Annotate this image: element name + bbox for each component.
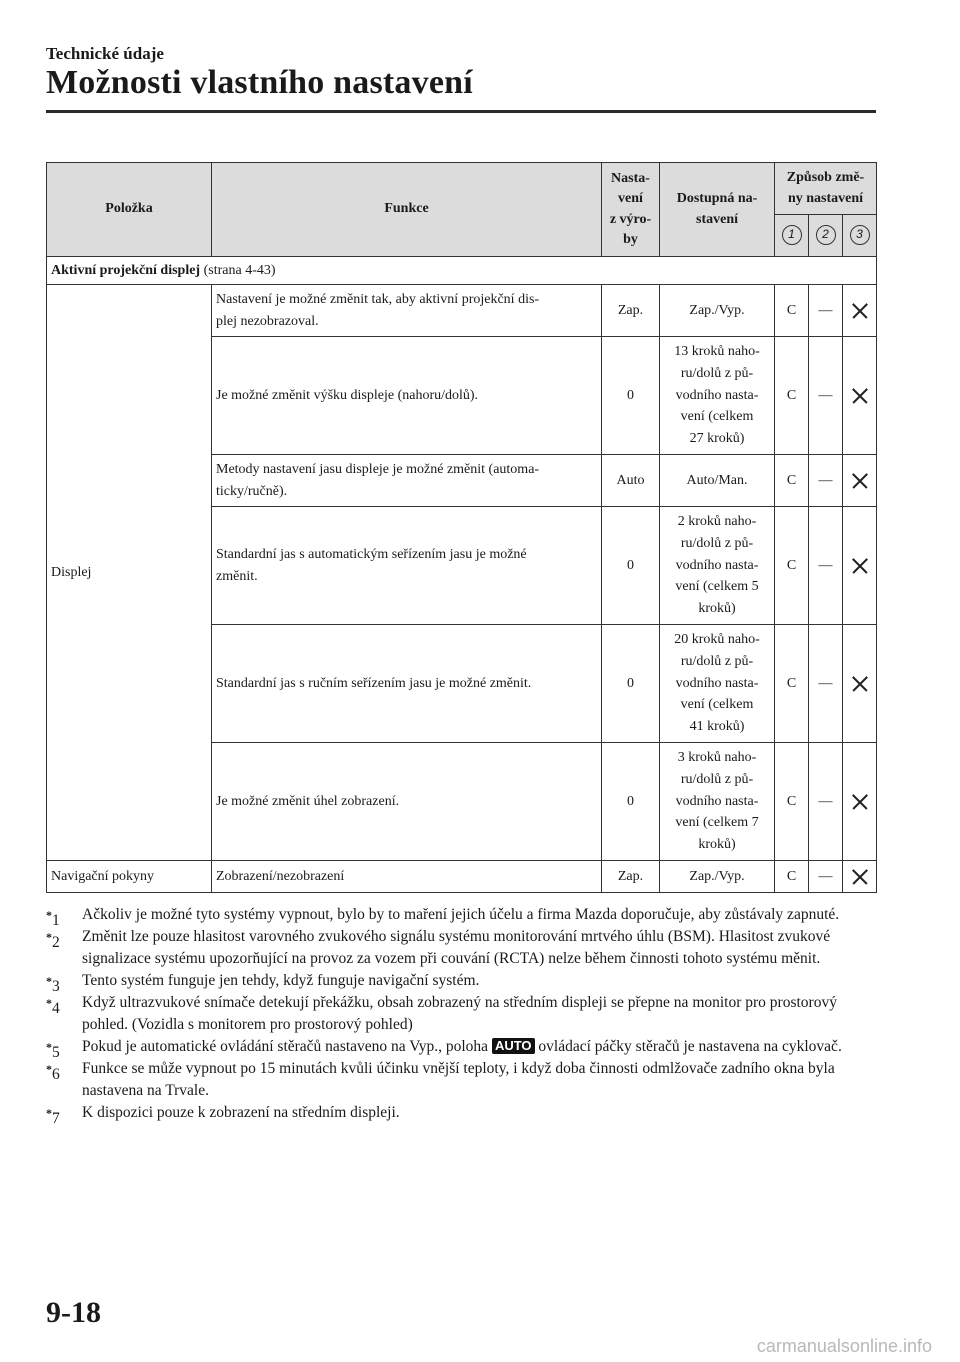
table-row bbox=[47, 285, 877, 337]
footnote-text: Ačkoliv je možné tyto systémy vypnout, bylo by to maření jejich účelu a firma Mazda doporučuje, aby zůstávaly zapnuté. bbox=[82, 906, 840, 923]
header-method-2: 2 bbox=[809, 215, 843, 257]
footnote-text: K dispozici pouze k zobrazení na středním displeji. bbox=[82, 1104, 400, 1121]
row-vychozi: 0 bbox=[602, 625, 660, 743]
header-dostupna: Dostupná na- stavení bbox=[660, 163, 775, 257]
footnote-mark: *4 bbox=[46, 996, 60, 1018]
row-method-2: — bbox=[809, 743, 843, 861]
row-funkce: Standardní jas s ručním seřízením jasu je možné změnit. bbox=[212, 625, 602, 743]
page-number: 9-18 bbox=[46, 1296, 101, 1329]
row-funkce: Zobrazení/nezobrazení bbox=[212, 861, 602, 893]
row-method-3 bbox=[843, 861, 877, 893]
row-polozka: Navigační pokyny bbox=[47, 861, 212, 893]
row-funkce: Nastavení je možné změnit tak, aby aktivní projekční dis- plej nezobrazoval. bbox=[212, 285, 602, 337]
watermark: carmanualsonline.info bbox=[756, 1336, 932, 1356]
footnote-mark: *1 bbox=[46, 908, 60, 930]
section-title: Aktivní projekční displej bbox=[51, 262, 201, 278]
cross-icon bbox=[851, 302, 869, 320]
table-row bbox=[47, 861, 877, 893]
cross-icon bbox=[851, 793, 869, 811]
footnote bbox=[46, 926, 886, 970]
row-funkce: Je možné změnit úhel zobrazení. bbox=[212, 743, 602, 861]
row-funkce: Je možné změnit výšku displeje (nahoru/dolů). bbox=[212, 337, 602, 455]
footnote-text: Pokud je automatické ovládání stěračů nastaveno na Vyp., poloha AUTO ovládací páčky stěračů je nastavena na cyklovač. bbox=[82, 1038, 842, 1055]
row-method-1: C bbox=[775, 337, 809, 455]
row-method-1: C bbox=[775, 743, 809, 861]
row-method-3 bbox=[843, 455, 877, 507]
footnote-mark: *2 bbox=[46, 930, 60, 952]
header-polozka: Položka bbox=[47, 163, 212, 257]
row-method-2: — bbox=[809, 861, 843, 893]
header-zpusob: Způsob změ- ny nastavení bbox=[775, 163, 877, 215]
row-method-2: — bbox=[809, 285, 843, 337]
row-vychozi: 0 bbox=[602, 507, 660, 625]
footnote-text: Tento systém funguje jen tehdy, když funguje navigační systém. bbox=[82, 972, 480, 989]
row-method-1: C bbox=[775, 285, 809, 337]
group-label-displej: Displej bbox=[47, 285, 212, 861]
header-funkce: Funkce bbox=[212, 163, 602, 257]
footnote-text: Když ultrazvukové snímače detekují překážku, obsah zobrazený na středním displeji se přepne na monitor pro prostorový pohled. (Vozidla s monitorem pro prostorový pohled) bbox=[82, 994, 837, 1033]
footnote-mark: *5 bbox=[46, 1040, 60, 1062]
cross-icon bbox=[851, 868, 869, 886]
cross-icon bbox=[851, 675, 869, 693]
row-method-2: — bbox=[809, 507, 843, 625]
footnote-mark: *7 bbox=[46, 1106, 60, 1128]
row-method-2: — bbox=[809, 625, 843, 743]
header-method-1: 1 bbox=[775, 215, 809, 257]
cross-icon bbox=[851, 472, 869, 490]
footnotes bbox=[46, 904, 886, 1128]
header-method-3: 3 bbox=[843, 215, 877, 257]
row-vychozi: Auto bbox=[602, 455, 660, 507]
footnote bbox=[46, 1036, 886, 1062]
row-dostupna: 13 kroků naho- ru/dolů z pů- vodního nasta- vení (celkem 27 kroků) bbox=[660, 337, 775, 455]
cross-icon bbox=[851, 387, 869, 405]
row-vychozi: 0 bbox=[602, 337, 660, 455]
footnote bbox=[46, 992, 886, 1036]
row-method-2: — bbox=[809, 337, 843, 455]
row-method-1: C bbox=[775, 507, 809, 625]
row-dostupna: Zap./Vyp. bbox=[660, 285, 775, 337]
cross-icon bbox=[851, 557, 869, 575]
title-rule bbox=[46, 110, 876, 113]
header-nastaveni: Nasta- vení z výro- by bbox=[602, 163, 660, 257]
row-method-1: C bbox=[775, 625, 809, 743]
row-dostupna: 2 kroků naho- ru/dolů z pů- vodního nasta- vení (celkem 5 kroků) bbox=[660, 507, 775, 625]
page-title: Možnosti vlastního nastavení bbox=[46, 64, 473, 101]
settings-table bbox=[46, 162, 877, 893]
row-method-3 bbox=[843, 337, 877, 455]
row-vychozi: Zap. bbox=[602, 861, 660, 893]
row-method-1: C bbox=[775, 861, 809, 893]
footnote bbox=[46, 1102, 886, 1128]
auto-wiper-icon: AUTO bbox=[492, 1038, 535, 1054]
row-funkce: Standardní jas s automatickým seřízením jasu je možné změnit. bbox=[212, 507, 602, 625]
row-dostupna: Auto/Man. bbox=[660, 455, 775, 507]
footnote bbox=[46, 970, 886, 996]
footnote-text: Změnit lze pouze hlasitost varovného zvukového signálu systému monitorování mrtvého úhlu (BSM). Hlasitost zvukové signalizace systému upozorňující na provoz za vozem při couvání (RCTA) nelze během činnosti tohoto systému měnit. bbox=[82, 928, 831, 967]
row-dostupna: 20 kroků naho- ru/dolů z pů- vodního nasta- vení (celkem 41 kroků) bbox=[660, 625, 775, 743]
row-method-3 bbox=[843, 507, 877, 625]
row-dostupna: 3 kroků naho- ru/dolů z pů- vodního nasta- vení (celkem 7 kroků) bbox=[660, 743, 775, 861]
row-method-3 bbox=[843, 285, 877, 337]
row-method-1: C bbox=[775, 455, 809, 507]
row-method-3 bbox=[843, 743, 877, 861]
section-title-row bbox=[47, 257, 877, 285]
footnote-mark: *3 bbox=[46, 974, 60, 996]
footnote-mark: *6 bbox=[46, 1062, 60, 1084]
row-funkce: Metody nastavení jasu displeje je možné změnit (automa- ticky/ručně). bbox=[212, 455, 602, 507]
row-vychozi: 0 bbox=[602, 743, 660, 861]
footnote-text: Funkce se může vypnout po 15 minutách kvůli účinku vnější teploty, i když doba činnosti odmlžovače zadního okna byla nastavena na Trvale. bbox=[82, 1060, 835, 1099]
footnote bbox=[46, 904, 886, 930]
section-page-ref: (strana 4-43) bbox=[200, 262, 276, 278]
section-label: Technické údaje bbox=[46, 44, 164, 63]
row-dostupna: Zap./Vyp. bbox=[660, 861, 775, 893]
row-method-2: — bbox=[809, 455, 843, 507]
footnote bbox=[46, 1058, 886, 1102]
row-method-3 bbox=[843, 625, 877, 743]
row-vychozi: Zap. bbox=[602, 285, 660, 337]
